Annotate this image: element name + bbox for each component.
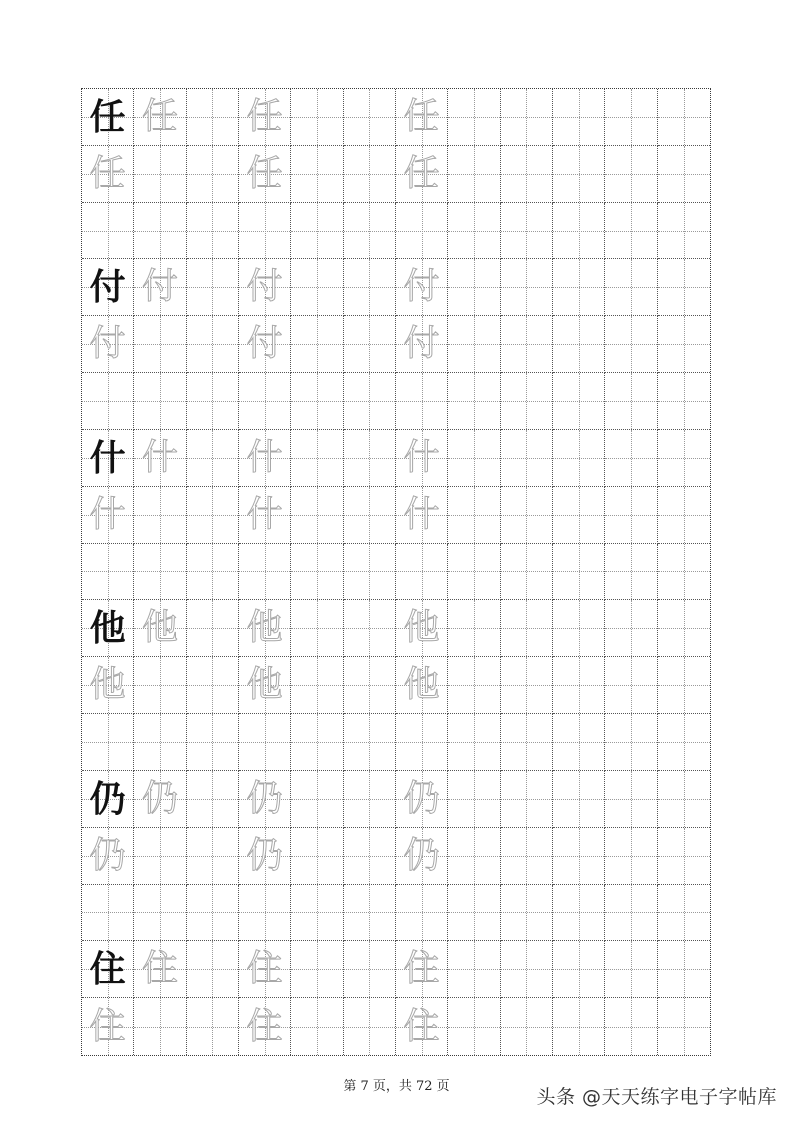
trace-character: 任 [141,95,178,137]
grid-cell [501,714,553,771]
grid-cell [134,430,186,487]
grid-cell [291,487,343,544]
grid-cell [187,771,239,828]
grid-cell [501,544,553,601]
grid-cell [396,544,448,601]
grid-cell [501,146,553,203]
grid-cell [291,203,343,260]
model-character: 什 [89,436,126,479]
grid-cell [82,544,134,601]
grid-cell [239,487,291,544]
trace-character: 仍 [89,834,126,876]
grid-cell [187,146,239,203]
grid-cell [82,885,134,942]
trace-character: 仍 [141,777,178,819]
grid-cell [291,828,343,885]
grid-cell [553,544,605,601]
trace-character: 什 [141,436,178,478]
grid-cell [501,259,553,316]
grid-cell [658,430,710,487]
grid-cell [605,430,657,487]
grid-cell [501,203,553,260]
grid-cell [344,89,396,146]
grid-cell [553,259,605,316]
grid-cell [82,714,134,771]
grid-cell [239,657,291,714]
trace-character: 他 [403,607,440,649]
grid-cell [605,885,657,942]
grid-cell [291,89,343,146]
grid-cell [658,714,710,771]
trace-character: 住 [403,948,440,990]
grid-cell [291,998,343,1055]
grid-cell [239,714,291,771]
grid-cell [553,885,605,942]
grid-cell [501,771,553,828]
grid-cell [605,544,657,601]
trace-character: 什 [403,436,440,478]
grid-cell [82,487,134,544]
grid-cell [344,487,396,544]
grid-cell [553,146,605,203]
grid-cell [291,544,343,601]
trace-character: 他 [246,664,283,706]
grid-cell [187,487,239,544]
grid-cell [344,998,396,1055]
grid-cell [658,941,710,998]
trace-character: 任 [246,152,283,194]
grid-cell [344,430,396,487]
grid-cell [134,316,186,373]
grid-cell [82,600,134,657]
trace-character: 住 [89,1005,126,1047]
trace-character: 住 [246,1005,283,1047]
grid-cell [239,544,291,601]
grid-cell [605,487,657,544]
grid-cell [448,885,500,942]
grid-cell [134,146,186,203]
grid-cell [82,941,134,998]
trace-character: 付 [89,323,126,365]
grid-cell [501,885,553,942]
grid-cell [448,89,500,146]
grid-cell [239,771,291,828]
grid-cell [396,203,448,260]
grid-cell [344,544,396,601]
grid-cell [134,89,186,146]
grid-cell [187,430,239,487]
grid-cell [187,259,239,316]
grid-cell [605,771,657,828]
grid-cell [396,714,448,771]
grid-cell [134,771,186,828]
grid-cell [448,430,500,487]
trace-character: 任 [89,152,126,194]
grid-cell [187,316,239,373]
page-footer: 第 7 页，共 72 页 [343,1079,450,1094]
grid-cell [187,714,239,771]
grid-cell [501,941,553,998]
grid-cell [396,316,448,373]
grid-cell [658,998,710,1055]
grid-cell [658,544,710,601]
grid-cell [344,600,396,657]
grid-cell [344,316,396,373]
grid-cell [344,771,396,828]
grid-cell [291,146,343,203]
grid-cell [344,657,396,714]
grid-cell [82,259,134,316]
grid-cell [239,828,291,885]
grid-cell [605,146,657,203]
grid-cell [605,941,657,998]
trace-character: 仍 [403,777,440,819]
grid-cell [82,430,134,487]
trace-character: 付 [141,266,178,308]
grid-cell [134,600,186,657]
grid-cell [553,600,605,657]
grid-cell [187,544,239,601]
grid-cell [658,487,710,544]
practice-grid [81,88,711,1056]
grid-cell [448,203,500,260]
grid-cell [396,885,448,942]
grid-cell [187,373,239,430]
grid-cell [501,657,553,714]
trace-character: 付 [246,323,283,365]
grid-cell [448,544,500,601]
grid-cell [239,430,291,487]
grid-cell [187,998,239,1055]
grid-cell [291,885,343,942]
grid-cell [134,885,186,942]
grid-cell [396,430,448,487]
grid-cell [448,714,500,771]
grid-cell [396,487,448,544]
grid-cell [501,373,553,430]
trace-character: 任 [403,152,440,194]
grid-cell [553,373,605,430]
trace-character: 什 [246,493,283,535]
grid-cell [658,373,710,430]
grid-cell [605,828,657,885]
model-character: 住 [89,948,126,991]
grid-cell [605,259,657,316]
grid-cell [239,600,291,657]
grid-cell [344,259,396,316]
grid-cell [82,89,134,146]
trace-character: 任 [403,95,440,137]
model-character: 付 [89,266,126,309]
grid-cell [344,146,396,203]
grid-cell [448,657,500,714]
grid-cell [605,373,657,430]
grid-cell [553,316,605,373]
grid-cell [448,771,500,828]
grid-cell [134,259,186,316]
grid-cell [501,316,553,373]
grid-cell [658,203,710,260]
grid-cell [134,828,186,885]
grid-cell [553,998,605,1055]
grid-cell [448,316,500,373]
grid-cell [448,487,500,544]
trace-character: 任 [246,95,283,137]
trace-character: 住 [403,1005,440,1047]
grid-cell [344,373,396,430]
grid-cell [658,771,710,828]
grid-cell [605,657,657,714]
grid-cell [82,373,134,430]
grid-cell [501,828,553,885]
trace-character: 仍 [403,834,440,876]
grid-cell [553,203,605,260]
trace-character: 付 [403,266,440,308]
grid-cell [187,828,239,885]
grid-cell [553,657,605,714]
grid-cell [291,657,343,714]
trace-character: 仍 [246,777,283,819]
grid-cell [658,89,710,146]
grid-cell [239,373,291,430]
grid-cell [396,373,448,430]
grid-cell [396,998,448,1055]
grid-cell [291,430,343,487]
grid-cell [344,941,396,998]
grid-cell [553,771,605,828]
grid-cell [553,828,605,885]
grid-cell [396,828,448,885]
grid-cell [187,657,239,714]
grid-cell [396,657,448,714]
grid-cell [658,259,710,316]
grid-cell [501,487,553,544]
grid-cell [134,203,186,260]
grid-cell [291,373,343,430]
grid-cell [501,89,553,146]
grid-cell [134,714,186,771]
grid-cell [658,657,710,714]
model-character: 他 [89,607,126,650]
grid-cell [82,203,134,260]
grid-cell [448,941,500,998]
grid-cell [501,430,553,487]
grid-cell [344,714,396,771]
grid-cell [396,146,448,203]
trace-character: 什 [403,493,440,535]
grid-cell [658,885,710,942]
grid-cell [82,998,134,1055]
model-character: 仍 [89,777,126,820]
grid-cell [187,89,239,146]
grid-cell [448,259,500,316]
grid-cell [396,600,448,657]
grid-cell [134,373,186,430]
grid-cell [658,600,710,657]
grid-cell [448,146,500,203]
trace-character: 什 [89,493,126,535]
grid-cell [344,203,396,260]
trace-character: 付 [246,266,283,308]
grid-cell [553,487,605,544]
grid-cell [553,941,605,998]
grid-cell [501,998,553,1055]
grid-cell [553,89,605,146]
grid-cell [82,828,134,885]
trace-character: 他 [403,664,440,706]
grid-cell [239,146,291,203]
grid-cell [291,771,343,828]
grid-cell [658,828,710,885]
grid-cell [134,998,186,1055]
grid-cell [82,657,134,714]
watermark: 头条 @天天练字电子字帖库 [536,1086,777,1108]
grid-cell [448,373,500,430]
grid-cell [448,600,500,657]
grid-cell [134,487,186,544]
grid-cell [134,941,186,998]
grid-cell [187,941,239,998]
grid-cell [344,885,396,942]
grid-cell [553,430,605,487]
grid-cell [605,203,657,260]
grid-cell [396,941,448,998]
grid-cell [239,941,291,998]
trace-character: 住 [246,948,283,990]
grid-cell [82,146,134,203]
grid-cell [187,203,239,260]
trace-character: 住 [141,948,178,990]
grid-cell [239,885,291,942]
grid-cell [291,316,343,373]
grid-cell [605,316,657,373]
grid-cell [82,316,134,373]
grid-cell [553,714,605,771]
grid-cell [239,89,291,146]
grid-cell [82,771,134,828]
grid-cell [239,316,291,373]
model-character: 任 [89,95,126,138]
trace-character: 他 [246,607,283,649]
grid-cell [291,600,343,657]
grid-cell [291,259,343,316]
grid-cell [396,89,448,146]
trace-character: 他 [89,664,126,706]
grid-cell [239,203,291,260]
grid-cell [605,998,657,1055]
grid-cell [396,259,448,316]
grid-cell [187,885,239,942]
grid-cell [396,771,448,828]
grid-cell [239,998,291,1055]
grid-cell [605,600,657,657]
grid-cell [605,89,657,146]
grid-cell [134,544,186,601]
trace-character: 什 [246,436,283,478]
trace-character: 付 [403,323,440,365]
grid-cell [658,146,710,203]
grid-cell [134,657,186,714]
grid-cell [344,828,396,885]
grid-cell [658,316,710,373]
grid-cell [448,828,500,885]
grid-cell [605,714,657,771]
grid-cell [501,600,553,657]
trace-character: 仍 [246,834,283,876]
grid-cell [291,941,343,998]
grid-cell [239,259,291,316]
grid-cell [187,600,239,657]
grid-cell [448,998,500,1055]
grid-cell [291,714,343,771]
trace-character: 他 [141,607,178,649]
